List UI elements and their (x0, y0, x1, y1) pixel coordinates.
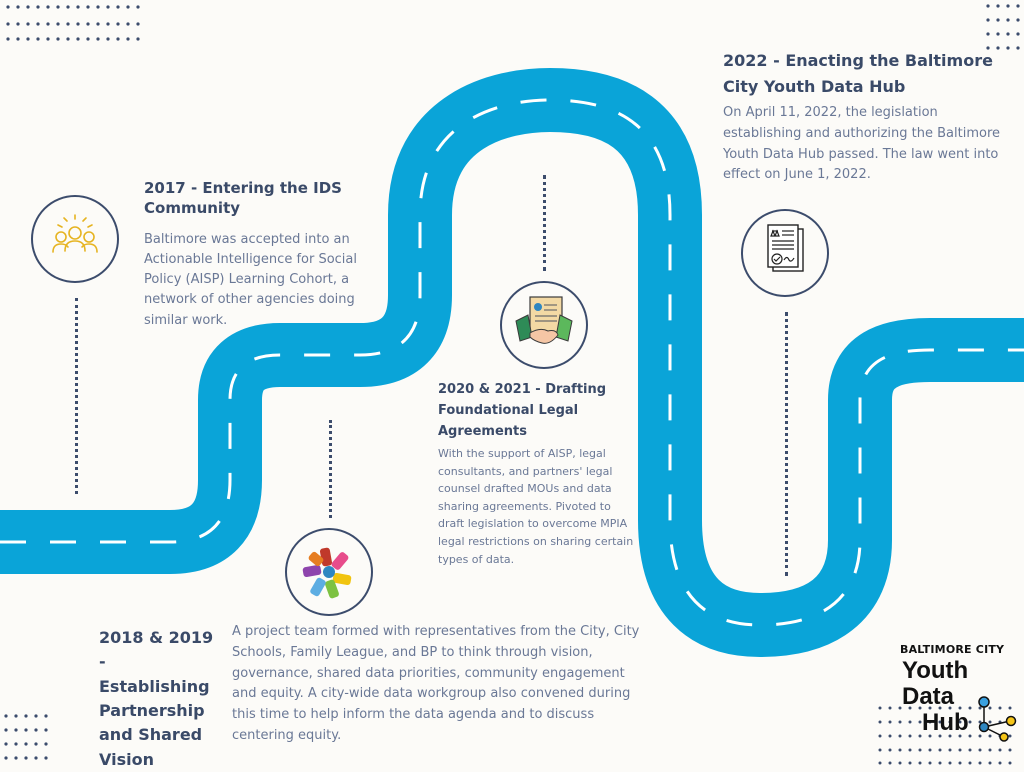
milestone-2018-text: A project team formed with representatives from the City, City Schools, Family League, and BP to think through vision, governance, shared data priorities, community engagement and equity. A city-wide data workgroup also convened during this time to help inform the data agenda and to discuss centering equity. (232, 624, 640, 743)
milestone-2017-title: 2017 - Entering the IDS Community (144, 179, 342, 218)
network-nodes-icon (970, 693, 1024, 743)
youth-data-hub-logo (900, 643, 1024, 753)
people-group-icon (33, 197, 117, 281)
milestone-2017-text: Baltimore was accepted into an Actionable Intelligence for Social Policy (AISP) Learning Cohort, a network of other agencies doing similar work. (144, 232, 357, 328)
milestone-2020-icon-circle (500, 281, 588, 369)
milestone-2022-title: 2022 - Enacting the Baltimore City Youth Data Hub (723, 51, 993, 96)
logo-line-data: Data (902, 683, 955, 710)
milestone-2020-title: 2020 & 2021 - Drafting Foundational Legal Agreements (438, 382, 607, 439)
milestone-2018-title: 2018 & 2019 - Establishing Partnership and Shared Vision (99, 628, 214, 769)
logo-small-text: BALTIMORE CITY (900, 643, 1005, 656)
milestone-2022-icon-circle (741, 209, 829, 297)
connector-2018 (329, 420, 332, 518)
logo-line-hub: Hub (922, 709, 969, 736)
connector-2022 (785, 312, 788, 576)
legal-document-icon (743, 211, 827, 295)
dot-grid-top-left (4, 4, 146, 42)
connector-2020 (543, 175, 546, 271)
milestone-2018-icon-circle (285, 528, 373, 616)
logo-line-youth: Youth (902, 657, 969, 684)
handshake-document-icon (502, 283, 586, 367)
connector-2017 (75, 298, 78, 494)
milestone-2017-icon-circle (31, 195, 119, 283)
hands-circle-icon (287, 530, 371, 614)
milestone-2022-text: On April 11, 2022, the legislation establishing and authorizing the Baltimore Youth Data Hub passed. The law went into effect on June 1, 2022. (723, 105, 1001, 183)
milestone-2020-text: With the support of AISP, legal consultants, and partners' legal counsel drafted MOUs and data sharing agreements. Pivoted to draft legislation to overcome MPIA legal restrictions on sharing certain types of data. (438, 447, 634, 566)
dot-grid-bottom-left (2, 712, 50, 768)
